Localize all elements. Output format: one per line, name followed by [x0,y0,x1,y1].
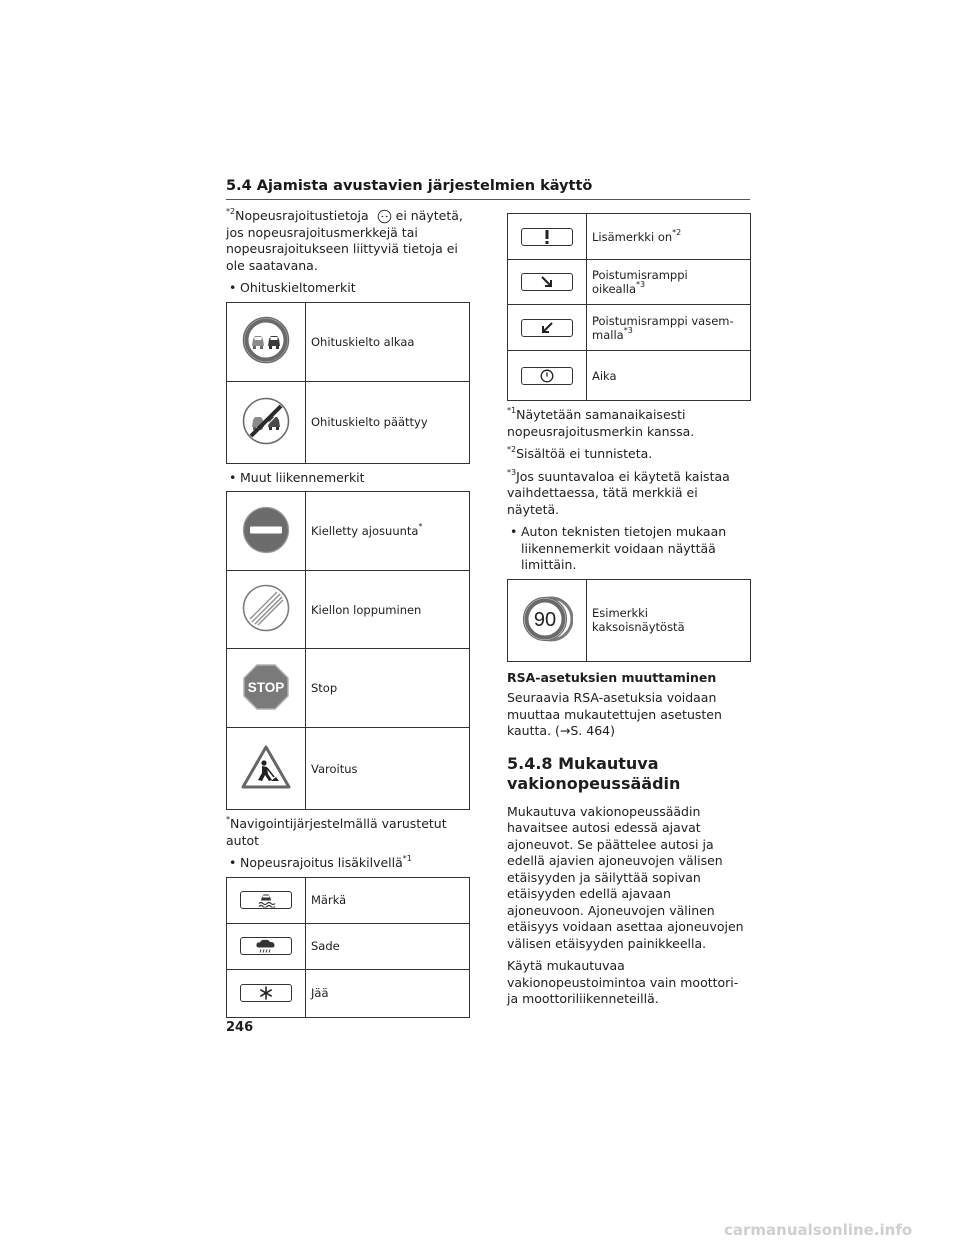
sign-label: Sade [306,923,470,969]
table-row [227,571,470,649]
sign-label: Kiellon loppuminen [306,571,470,649]
dash-circle-icon [377,209,392,224]
right-column [507,213,751,1014]
sign-label: Ohituskielto päättyy [306,381,470,463]
sign-label: Lisämerkki on [592,229,673,244]
acc-paragraph-2: Käytä mukautuvaa vakionopeustoimintoa vain moottori- ja moottoriliikenneteillä. [507,958,739,1006]
footnote-marker: *2 [507,445,517,454]
no-overtaking-sign-icon [242,316,290,364]
bullet-other-signs: • Muut liikennemerkit [229,469,365,485]
page-number: 246 [226,1020,254,1035]
end-of-restriction-sign-icon [242,584,290,632]
table-row [227,877,470,923]
footnote-text: Sisältöä ei tunnisteta. [516,446,653,461]
footnote-marker: *1 [507,406,517,415]
intro-text-end: ei näytetä, jos nopeusrajoitusmerkkejä tai nopeusrajoitukseen liittyviä tietoja ei ole saatavana. [226,208,463,273]
sign-label: Märkä [306,877,470,923]
footnote-marker: *2 [672,227,682,237]
section-heading: 5.4.8 Mukautuva vakionopeussäädin [507,753,681,793]
table-row [508,260,751,305]
intro-text-start: Nopeusrajoitustietoja [235,208,369,223]
end-no-overtaking-sign-icon [242,397,290,445]
exit-left-icon [521,319,573,337]
stop-sign-icon [242,663,290,711]
snowflake-icon [240,984,292,1002]
footnote-marker: *3 [636,280,646,289]
table-row [508,351,751,401]
table-row [508,579,751,661]
footnote-marker: *3 [507,467,517,477]
additional-signs-table [507,213,751,401]
no-entry-sign-icon [242,506,290,554]
bullet-text: Ohituskieltomerkit [240,280,356,295]
clock-icon [521,367,573,385]
bullet-tech-note: • Auton teknisten tietojen mukaan liikennemerkit voidaan näyttää limittäin. [510,524,727,572]
bullet-text: Nopeusrajoitus lisäkilvellä [240,855,403,870]
sign-label: Esimerkki kaksoisnäytöstä [587,579,751,661]
footnote-text: Jos suuntavaloa ei käytetä kaistaa vaihdettaessa, tätä merkkiä ei näytetä. [507,468,730,517]
table-row [508,305,751,351]
navigation-footnote [226,816,470,849]
table-row [227,381,470,463]
roadworks-warning-sign-icon [241,745,291,789]
table-row [227,302,470,381]
wet-road-icon [240,891,292,909]
stop-sign-text: STOP [247,679,285,695]
header-divider [226,199,750,200]
sign-label: Stop [306,649,470,728]
other-signs-table [226,491,470,810]
additional-plates-table [226,877,470,1018]
footnote-2 [507,446,751,463]
table-row [508,214,751,260]
table-row [227,969,470,1017]
footnote-marker: *1 [402,854,412,863]
sign-label: Aika [587,351,751,401]
table-row [227,923,470,969]
sign-label: Varoitus [306,728,470,810]
speed-limit-double-sign-icon [521,595,573,643]
footnote-marker: * [226,815,230,824]
table-row [227,649,470,728]
sign-label: Jää [306,969,470,1017]
footnote-1 [507,407,751,440]
exit-right-icon [521,273,573,291]
sign-label: Poistumisramppi vasem-malla [592,313,734,342]
bullet-text: Muut liikennemerkit [240,469,365,485]
rsa-paragraph: Seuraavia RSA-asetuksia voidaan muuttaa mukautettujen asetusten kautta. (→S. 464) [507,690,722,738]
rsa-heading: RSA-asetuksien muuttaminen [507,669,717,685]
sign-label: Ohituskielto alkaa [306,302,470,381]
intro-paragraph [226,208,470,274]
watermark: carmanualsonline.info [724,1221,913,1239]
example-table [507,579,751,662]
table-row [227,728,470,810]
left-column [226,208,470,1024]
sign-label: Kielletty ajosuunta [311,524,419,538]
bullet-additional-plates: • Nopeusrajoitus lisäkilvellä$^{*1}$ [229,854,412,870]
bullet-text: Auton teknisten tietojen mukaan liikennemerkit voidaan näyttää limittäin. [521,524,727,572]
footnote-text: Näytetään samanaikaisesti nopeusrajoitusmerkin kanssa. [507,407,695,439]
footnote-marker: *2 [226,207,236,216]
section-header: 5.4 Ajamista avustavien järjestelmien käyttö [226,178,593,194]
table-row [227,492,470,571]
footnote-text: Navigointijärjestelmällä varustetut autot [226,816,447,848]
rain-icon [240,937,292,955]
footnote-marker: *3 [623,325,633,335]
sign-label: Poistumisramppi oikealla [592,268,688,296]
bullet-overtaking: • Ohituskieltomerkit [229,280,356,295]
exclamation-icon [521,228,573,246]
speed-limit-number: 90 [533,608,557,631]
overtaking-signs-table [226,302,470,464]
acc-paragraph-1: Mukautuva vakionopeussäädin havaitsee autosi edessä ajavat ajoneuvot. Se päättelee autosi ja edellä ajavien ajoneuvojen välisen etäisyyden ja säilyttää sopivan etäisyyden edellä ajavaan ajoneuvoon. Ajoneuvojen välinen etäisyys voidaan asettaa ajoneuvojen välisen etäisyyden painikkeella. [507,803,744,951]
footnote-marker: * [418,522,423,531]
footnote-3 [507,469,751,519]
